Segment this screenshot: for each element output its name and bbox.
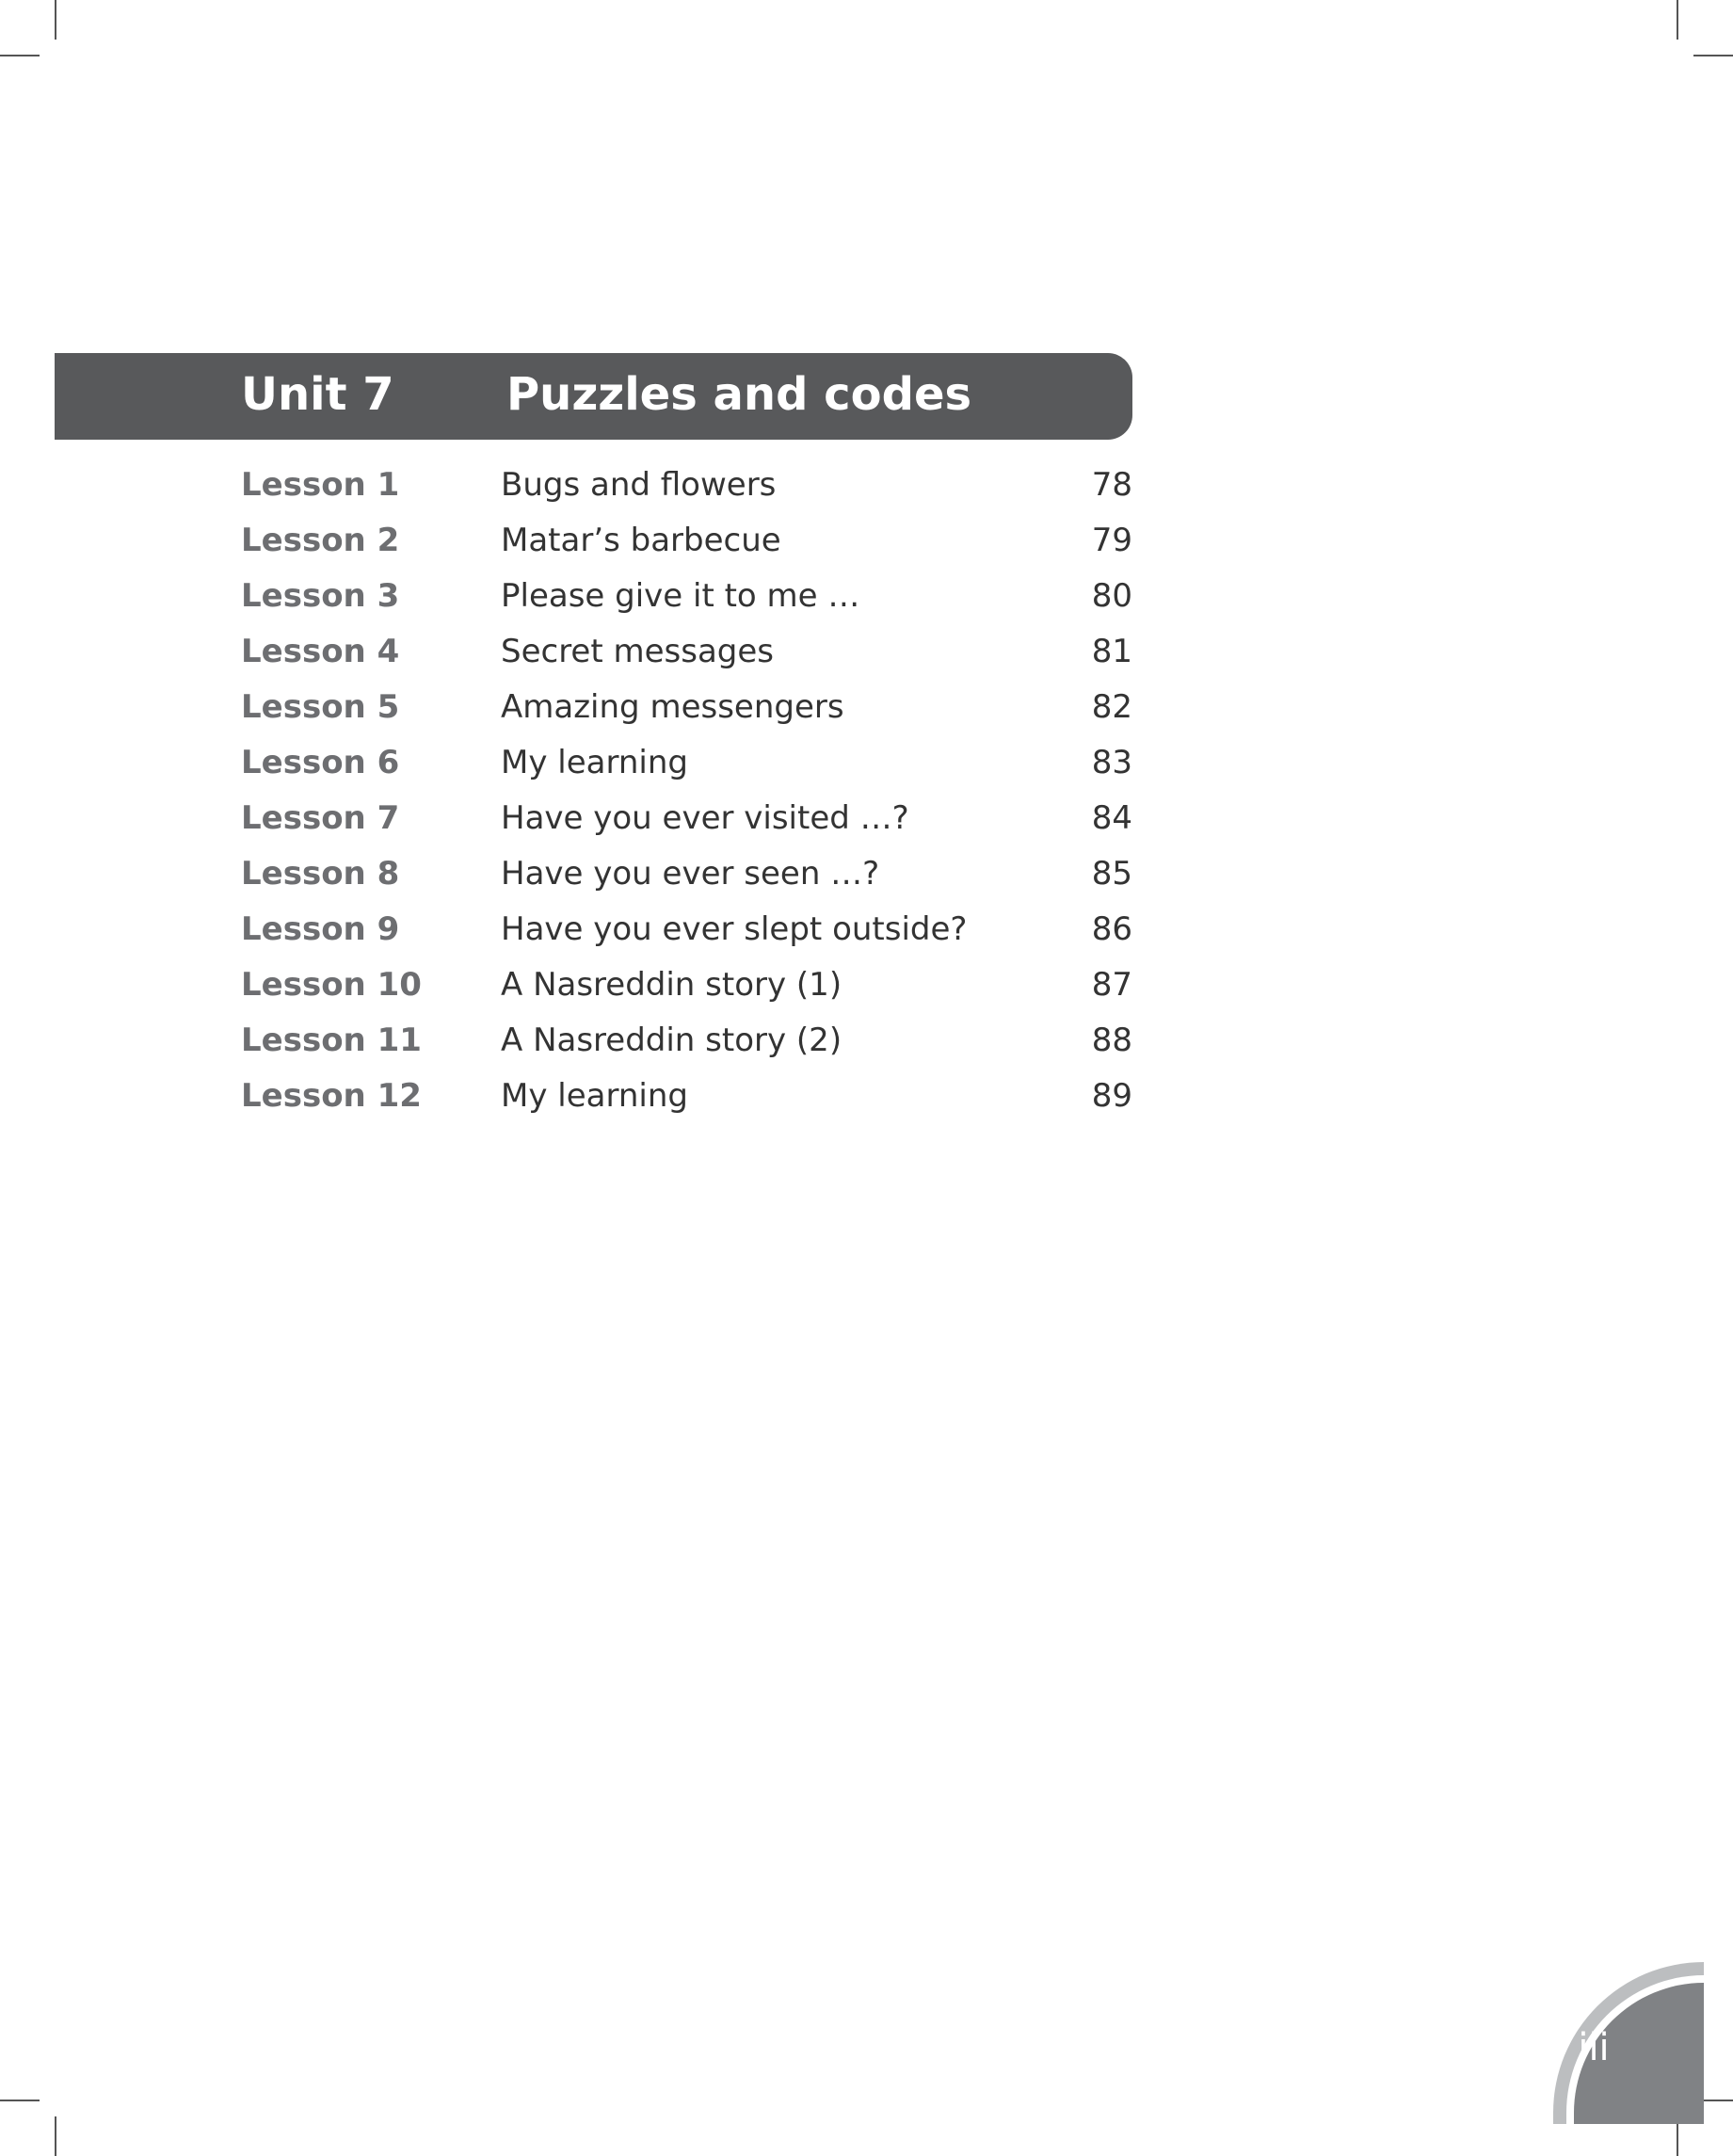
lesson-label: Lesson 6: [241, 744, 400, 781]
crop-mark: [55, 2116, 56, 2156]
lesson-page-number: 78: [1091, 466, 1132, 504]
lesson-row[interactable]: [241, 791, 1132, 846]
crop-mark: [0, 55, 40, 56]
lesson-label: Lesson 10: [241, 966, 422, 1004]
lesson-row[interactable]: [241, 513, 1132, 569]
lesson-page-number: 88: [1091, 1022, 1132, 1059]
crop-mark: [0, 2100, 40, 2101]
lesson-title: A Nasreddin story (1): [501, 966, 842, 1004]
lesson-row[interactable]: [241, 735, 1132, 791]
lesson-row[interactable]: [241, 458, 1132, 513]
lesson-title: Have you ever slept outside?: [501, 910, 968, 948]
lesson-title: Matar’s barbecue: [501, 522, 781, 559]
lesson-title: Amazing messengers: [501, 688, 844, 726]
crop-mark: [55, 0, 56, 40]
crop-mark: [1693, 55, 1733, 56]
lesson-page-number: 87: [1091, 966, 1132, 1004]
lesson-label: Lesson 3: [241, 577, 400, 615]
lesson-list: [241, 458, 1132, 1124]
lesson-row[interactable]: [241, 680, 1132, 735]
lesson-row[interactable]: [241, 902, 1132, 957]
lesson-page-number: 89: [1091, 1077, 1132, 1115]
lesson-label: Lesson 5: [241, 688, 400, 726]
unit-header-bar: [55, 353, 1132, 440]
lesson-label: Lesson 1: [241, 466, 400, 504]
lesson-title: Bugs and flowers: [501, 466, 777, 504]
lesson-row[interactable]: [241, 569, 1132, 624]
lesson-row[interactable]: [241, 1013, 1132, 1069]
lesson-page-number: 86: [1091, 910, 1132, 948]
lesson-row[interactable]: [241, 1069, 1132, 1124]
lesson-page-number: 79: [1091, 522, 1132, 559]
lesson-title: My learning: [501, 1077, 688, 1115]
lesson-page-number: 83: [1091, 744, 1132, 781]
lesson-row[interactable]: [241, 957, 1132, 1013]
lesson-row[interactable]: [241, 846, 1132, 902]
lesson-page-number: 85: [1091, 855, 1132, 893]
lesson-label: Lesson 7: [241, 799, 400, 837]
crop-mark: [1677, 0, 1678, 40]
unit-number: Unit 7: [241, 368, 394, 421]
lesson-title: A Nasreddin story (2): [501, 1022, 842, 1059]
lesson-page-number: 82: [1091, 688, 1132, 726]
lesson-title: Have you ever visited …?: [501, 799, 909, 837]
lesson-label: Lesson 12: [241, 1077, 422, 1115]
lesson-page-number: 80: [1091, 577, 1132, 615]
lesson-title: My learning: [501, 744, 688, 781]
lesson-label: Lesson 11: [241, 1022, 422, 1059]
lesson-label: Lesson 2: [241, 522, 400, 559]
lesson-title: Have you ever seen …?: [501, 855, 880, 893]
page-number: iii: [1578, 2026, 1610, 2069]
lesson-title: Please give it to me …: [501, 577, 860, 615]
lesson-title: Secret messages: [501, 633, 774, 670]
lesson-page-number: 84: [1091, 799, 1132, 837]
lesson-label: Lesson 9: [241, 910, 400, 948]
lesson-label: Lesson 8: [241, 855, 400, 893]
lesson-page-number: 81: [1091, 633, 1132, 670]
unit-title: Puzzles and codes: [506, 368, 972, 421]
lesson-row[interactable]: [241, 624, 1132, 680]
lesson-label: Lesson 4: [241, 633, 400, 670]
